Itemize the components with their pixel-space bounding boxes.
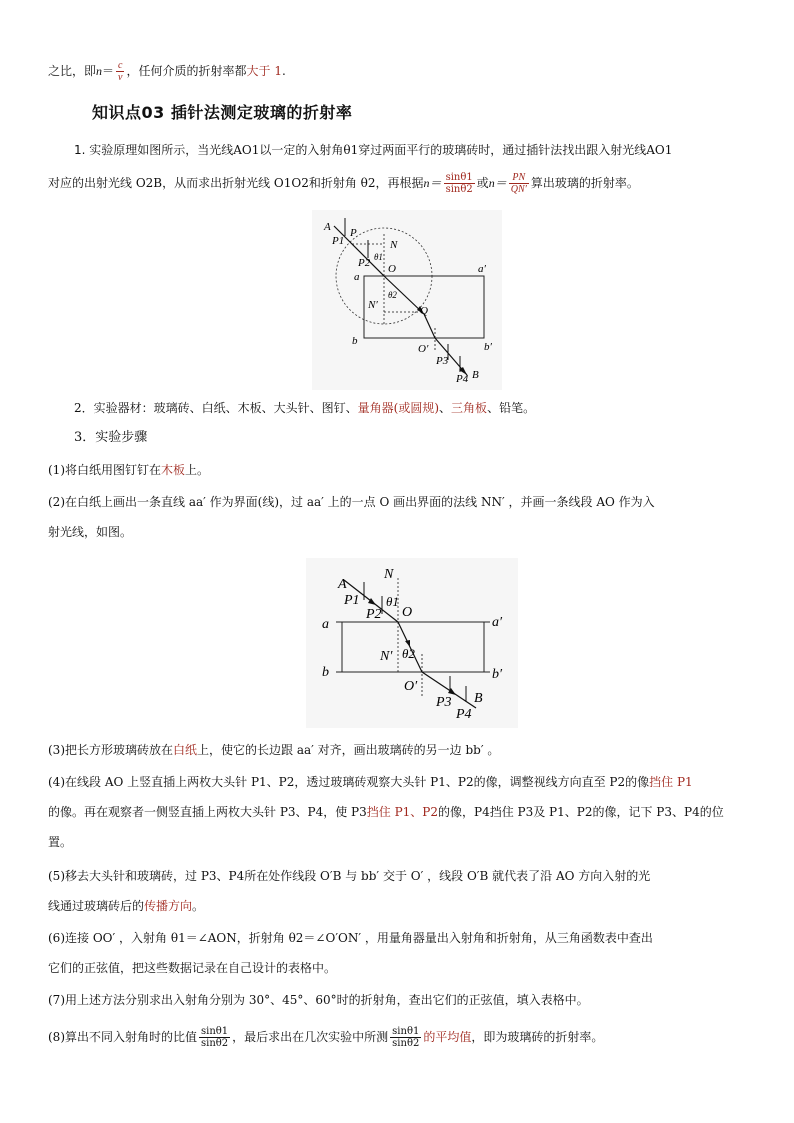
step-3-text: (3)把长方形玻璃砖放在: [48, 743, 173, 757]
step-5-highlight: 传播方向: [144, 899, 193, 913]
materials-protractor: 量角器(或圆规): [357, 401, 440, 415]
step-4-text-2: 的像。再在观察者一侧竖直插上两枚大头针 P3、P4，使 P3: [48, 805, 367, 819]
step-5-line-1: (5)移去大头针和玻璃砖，过 P3、P4所在处作线段 O′B 与 bb′ 交于 O′ ，线段 O′B 就代表了沿 AO 方向入射的光: [48, 869, 651, 883]
label-theta2: θ2: [388, 290, 397, 300]
label-O-prime: O′: [404, 679, 418, 694]
section-heading: 知识点03 插针法测定玻璃的折射率: [92, 103, 353, 122]
step-1-highlight: 木板: [161, 463, 186, 477]
label-P3: P3: [436, 355, 449, 367]
label-B: B: [474, 691, 483, 706]
fraction-sin-ratio: [444, 172, 475, 195]
materials-label: 2．实验器材：: [74, 401, 154, 415]
frac-den: sinθ2: [445, 184, 473, 195]
step-6-line-1: (6)连接 OO′ ，入射角 θ1＝∠AON，折射角 θ2＝∠O′ON′ ，用量角器量出入射角和折射角，从三角函数表中查出: [48, 931, 653, 945]
frac-den: sinθ2: [201, 1038, 229, 1049]
frac-num: PN: [509, 172, 529, 184]
label-P4: P4: [456, 707, 472, 722]
step-8-mid: ，最后求出在几次实验中所测: [232, 1030, 389, 1044]
step-8: [48, 1026, 748, 1049]
step-8-text: (8)算出不同入射角时的比值: [48, 1030, 197, 1044]
intro-text: 之比，即: [48, 64, 97, 78]
step-4-highlight-1: 挡住 P1: [649, 775, 693, 789]
materials-line: [74, 398, 774, 418]
var-n-1: n＝: [423, 176, 442, 190]
label-B: B: [472, 369, 479, 381]
label-P1: P1: [344, 593, 360, 608]
principle-text: 如图所示，当光线AO1以一定的入射角θ1穿过两面平行的玻璃砖时，通过插针法找出跟入射光线AO1: [137, 143, 673, 157]
or-text: 或: [476, 176, 489, 190]
principle-line-1: [74, 140, 774, 160]
step-5-line-2: [48, 896, 748, 916]
step-4-line-1: [48, 772, 748, 792]
step-5-text: 线通过玻璃砖后的: [48, 899, 145, 913]
label-theta2: θ2: [402, 646, 415, 661]
materials-triangle: 三角板: [451, 401, 488, 415]
step-1: [48, 460, 748, 480]
frac-den: QN′: [510, 184, 527, 195]
frac-den: v: [118, 72, 123, 83]
principle-end: 算出玻璃的折射率。: [530, 176, 639, 190]
figure-glass-block: [306, 558, 518, 728]
separator: 、: [439, 401, 452, 415]
steps-title: 3．实验步骤: [74, 430, 148, 445]
step-3-highlight: 白纸: [173, 743, 198, 757]
step-8-highlight: 的平均值: [423, 1030, 472, 1044]
figure-refraction-circle: [312, 210, 502, 390]
frac-num: sinθ1: [392, 1026, 420, 1037]
label-P2: P2: [358, 257, 371, 269]
step-4-text: (4)在线段 AO 上竖直插上两枚大头针 P1、P2，透过玻璃砖观察大头针 P1、P2的像，调整视线方向直至 P2的像: [48, 775, 650, 789]
step-3: [48, 740, 748, 760]
principle-text-2: 对应的出射光线 O2B，从而求出折射光线 O1O2和折射角 θ2，再根据: [48, 176, 424, 190]
label-A: A: [338, 577, 347, 592]
label-b-prime: b′: [492, 667, 503, 682]
label-a: a: [322, 617, 329, 632]
fraction-sin-ratio: [199, 1026, 230, 1049]
label-Q: Q: [420, 305, 428, 317]
var-n: n: [96, 64, 103, 78]
label-P: P: [350, 227, 357, 239]
frac-num: sinθ1: [201, 1026, 229, 1037]
intro-line: [48, 60, 748, 83]
step-6-line-2: 它们的正弦值，把这些数据记录在自己设计的表格中。: [48, 961, 337, 975]
step-4-line-3: 置。: [48, 835, 73, 849]
period: .: [281, 64, 286, 78]
label-P1: P1: [332, 235, 345, 247]
frac-num: sinθ1: [445, 172, 473, 183]
fraction-sin-ratio-2: [390, 1026, 421, 1049]
label-b: b: [352, 335, 358, 347]
step-1-text: (1)将白纸用图钉钉在: [48, 463, 161, 477]
principle-label: 1. 实验原理: [74, 143, 138, 157]
step-2-line-1: (2)在白纸上画出一条直线 aa′ 作为界面(线)，过 aa′ 上的一点 O 画出界面的法线 NN′ ，并画一条线段 AO 作为入: [48, 495, 655, 509]
intro-mid: ，任何介质的折射率都: [126, 64, 247, 78]
step-7: (7)用上述方法分别求出入射角分别为 30°、45°、60°时的折射角，查出它们的正弦值，填入表格中。: [48, 993, 589, 1007]
principle-line-2: [48, 172, 748, 195]
equals-sign: ＝: [102, 64, 115, 78]
materials-text: 玻璃砖、白纸、木板、大头针、图钉、: [153, 401, 358, 415]
label-A: A: [324, 221, 331, 233]
label-O: O: [388, 263, 396, 275]
label-theta1: θ1: [374, 252, 383, 262]
fraction-pn-qn: [509, 172, 529, 195]
label-b-prime: b′: [484, 341, 492, 353]
fraction-c-over-v: [116, 60, 124, 83]
frac-den: sinθ2: [392, 1038, 420, 1049]
step-1-end: 上。: [185, 463, 210, 477]
materials-end: 、铅笔。: [487, 401, 536, 415]
label-a: a: [354, 271, 360, 283]
label-N: N: [390, 239, 398, 251]
step-5-end: 。: [192, 899, 205, 913]
label-N: N: [384, 567, 394, 582]
label-O: O: [402, 605, 413, 620]
label-a-prime: a′: [478, 263, 486, 275]
step-3-end: 上，使它的长边跟 aa′ 对齐，画出玻璃砖的另一边 bb′ 。: [197, 743, 500, 757]
label-O-prime: O′: [418, 343, 429, 355]
label-P2: P2: [366, 607, 382, 622]
var-n-2: n＝: [488, 176, 507, 190]
step-2-line-2: 射光线，如图。: [48, 525, 133, 539]
step-4-highlight-2: 挡住 P1、P2: [366, 805, 438, 819]
step-4-end: 的像，P4挡住 P3及 P1、P2的像，记下 P3、P4的位: [438, 805, 724, 819]
label-a-prime: a′: [492, 615, 503, 630]
label-N-prime: N′: [368, 299, 378, 311]
step-8-end: ，即为玻璃砖的折射率。: [471, 1030, 604, 1044]
label-b: b: [322, 665, 329, 680]
highlight-greater-than-one: 大于 1: [246, 64, 282, 78]
label-N-prime: N′: [380, 649, 393, 664]
label-P3: P3: [436, 695, 452, 710]
label-theta1: θ1: [386, 594, 399, 609]
frac-num: c: [118, 60, 123, 71]
label-P4: P4: [456, 373, 469, 385]
step-4-line-2: [48, 802, 748, 822]
